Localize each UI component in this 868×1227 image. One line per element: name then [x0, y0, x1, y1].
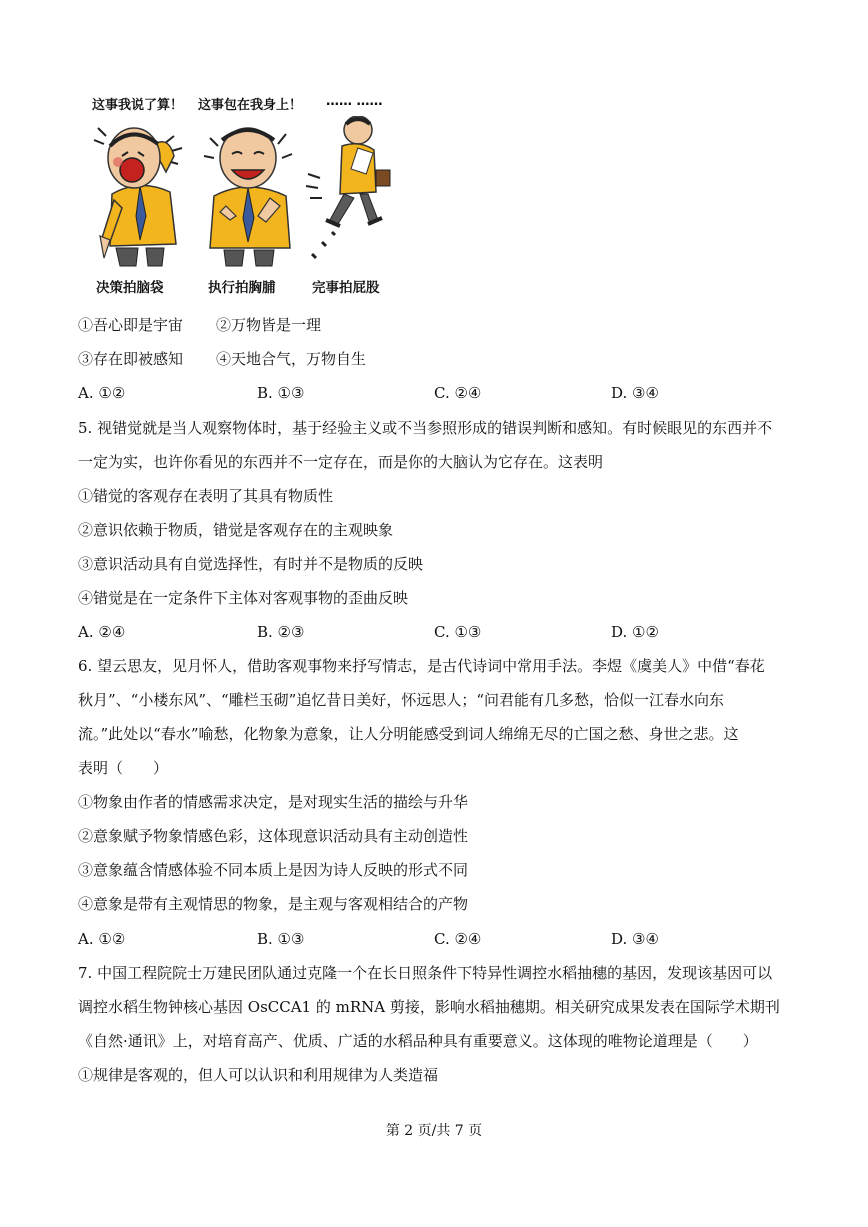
q6-stem-line-3: 流。”此处以“春水”喻愁，化物象为意象，让人分明能感受到词人绵绵无尽的亡国之愁、身世之悲。这 [78, 725, 739, 743]
q6-stem-line-4: 表明（ ） [78, 759, 169, 777]
q6-option-b[interactable]: B. ①③ [257, 930, 305, 948]
caption-aftermath: 完事拍屁股 [312, 280, 380, 296]
q5-statement-2: ②意识依赖于物质，错觉是客观存在的主观映象 [78, 521, 394, 539]
q5-option-d[interactable]: D. ①② [611, 623, 659, 641]
q6-option-a[interactable]: A. ①② [78, 930, 126, 948]
q6-option-c[interactable]: C. ②④ [434, 930, 482, 948]
q5-statement-1: ①错觉的客观存在表明了其具有物质性 [78, 487, 334, 505]
caption-execution: 执行拍胸脯 [208, 280, 276, 296]
q6-statement-2: ②意象赋予物象情感色彩，这体现意识活动具有主动创造性 [78, 827, 469, 845]
q4-statement-2: ②万物皆是一理 [216, 316, 322, 334]
q4-option-a[interactable]: A. ①② [78, 384, 126, 402]
q5-option-c[interactable]: C. ①③ [434, 623, 482, 641]
q5-option-b[interactable]: B. ②③ [257, 623, 305, 641]
q4-statement-4: ④天地合气，万物自生 [216, 350, 367, 368]
q6-statement-1: ①物象由作者的情感需求决定，是对现实生活的描绘与升华 [78, 793, 469, 811]
q5-stem-line-1: 5. 视错觉就是当人观察物体时，基于经验主义或不当参照形成的错误判断和感知。有时候眼见的东西并不 [78, 419, 773, 437]
q4-option-c[interactable]: C. ②④ [434, 384, 482, 402]
figure-execution-man [200, 116, 300, 268]
q6-stem-line-1: 6. 望云思友，见月怀人，借助客观事物来抒写情志，是古代诗词中常用手法。李煜《虞美人》中借“春花 [78, 657, 765, 675]
figure-decision-man [92, 116, 192, 268]
q6-statement-4: ④意象是带有主观情思的物象，是主观与客观相结合的产物 [78, 895, 469, 913]
q7-stem-line-2: 调控水稻生物钟核心基因 OsCCA1 的 mRNA 剪接，影响水稻抽穗期。相关研究成果发表在国际学术期刊 [78, 998, 780, 1016]
q5-stem-line-2: 一定为实，也许你看见的东西并不一定存在，而是你的大脑认为它存在。这表明 [78, 453, 604, 471]
page-number-footer: 第 2 页/共 7 页 [385, 1123, 483, 1139]
q7-statement-1: ①规律是客观的，但人可以认识和利用规律为人类造福 [78, 1066, 439, 1084]
figure-running-man [302, 116, 402, 268]
caption-decision: 决策拍脑袋 [96, 280, 164, 296]
q4-statement-3: ③存在即被感知 [78, 350, 184, 368]
q5-statement-3: ③意识活动具有自觉选择性，有时并不是物质的反映 [78, 555, 424, 573]
q7-stem-line-3: 《自然·通讯》上，对培育高产、优质、广适的水稻品种具有重要意义。这体现的唯物论道理是（ ） [78, 1032, 758, 1050]
speech-text-3: …… …… [326, 94, 383, 109]
q4-option-d[interactable]: D. ③④ [611, 384, 659, 402]
q4-option-b[interactable]: B. ①③ [257, 384, 305, 402]
speech-text-2: 这事包在我身上！ [198, 98, 303, 113]
q6-statement-3: ③意象蕴含情感体验不同本质上是因为诗人反映的形式不同 [78, 861, 469, 879]
q5-statement-4: ④错觉是在一定条件下主体对客观事物的歪曲反映 [78, 589, 409, 607]
q7-stem-line-1: 7. 中国工程院院士万建民团队通过克隆一个在长日照条件下特异性调控水稻抽穗的基因，发现该基因可以 [78, 964, 773, 982]
q4-statement-1: ①吾心即是宇宙 [78, 316, 184, 334]
cartoon-illustration [84, 88, 404, 298]
q6-stem-line-2: 秋月”、“小楼东风”、“雕栏玉砌”追忆昔日美好，怀远思人；“问君能有几多愁，恰似一江春水向东 [78, 691, 725, 709]
q5-option-a[interactable]: A. ②④ [78, 623, 126, 641]
q6-option-d[interactable]: D. ③④ [611, 930, 659, 948]
speech-text-1: 这事我说了算！ [92, 98, 184, 113]
